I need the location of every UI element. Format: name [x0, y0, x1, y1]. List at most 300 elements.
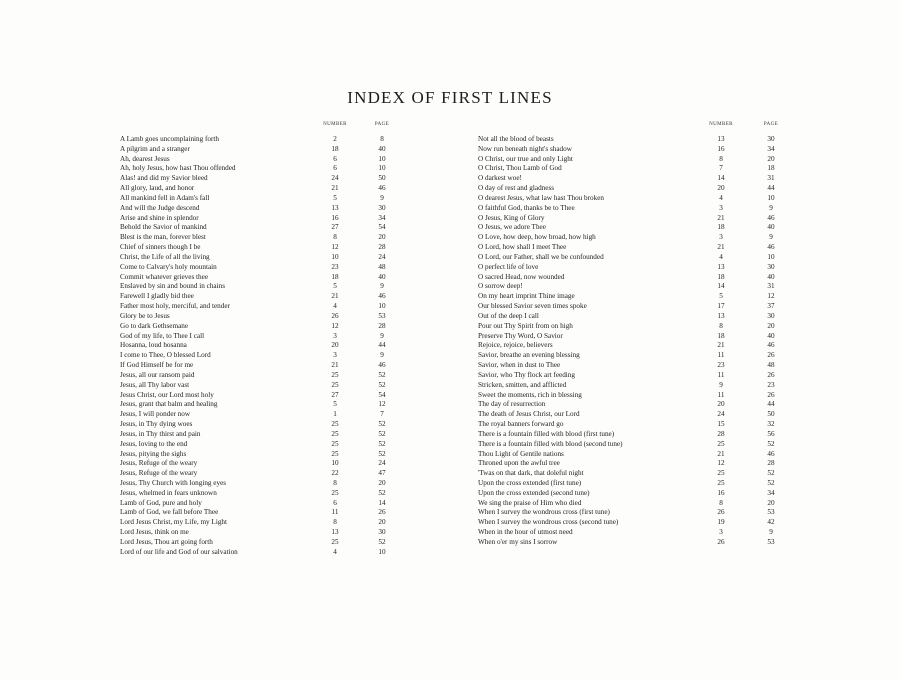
hymn-number: 11 [331, 508, 339, 517]
page-number: 40 [767, 272, 775, 281]
hymn-number: 11 [717, 390, 725, 399]
index-entry [120, 223, 404, 233]
column-header [120, 122, 404, 135]
page-number: 46 [378, 184, 386, 193]
hymn-number: 25 [331, 380, 339, 389]
hymn-number: 16 [717, 488, 725, 497]
index-entry [478, 194, 790, 204]
index-entry [120, 292, 404, 302]
hymn-number: 5 [333, 282, 337, 291]
first-line-text: We sing the praise of Him who died [478, 498, 582, 507]
hymn-number: 18 [331, 144, 339, 153]
page-number: 10 [378, 154, 386, 163]
hymn-number: 5 [719, 292, 723, 301]
hymn-number: 8 [333, 478, 337, 487]
hymn-number: 25 [331, 449, 339, 458]
index-entry [478, 371, 790, 381]
page-number: 7 [380, 410, 384, 419]
index-entry [120, 135, 404, 145]
index-entry [478, 381, 790, 391]
index-entry [478, 282, 790, 292]
hymn-number: 9 [719, 380, 723, 389]
page-number: 20 [378, 233, 386, 242]
page-number: 52 [378, 449, 386, 458]
page-number: 10 [767, 252, 775, 261]
first-line-text: When in the hour of utmost need [478, 528, 573, 537]
page-number: 12 [767, 292, 775, 301]
first-line-text: O Lord, how shall I meet Thee [478, 243, 567, 252]
index-entry [120, 312, 404, 322]
hymn-number: 10 [331, 459, 339, 468]
first-line-text: Lamb of God, we fall before Thee [120, 508, 219, 517]
index-entry [478, 263, 790, 273]
index-entry [478, 164, 790, 174]
index-entry [120, 450, 404, 460]
hymn-number: 20 [717, 400, 725, 409]
page-number: 8 [380, 135, 384, 143]
index-entry [120, 371, 404, 381]
index-entry [478, 450, 790, 460]
index-entry [478, 459, 790, 469]
index-entry [478, 322, 790, 332]
index-entry [120, 184, 404, 194]
first-line-text: All glory, laud, and honor [120, 184, 195, 193]
index-entry [478, 332, 790, 342]
page-header: PAGE [763, 122, 779, 127]
page-number: 28 [378, 243, 386, 252]
hymn-number: 10 [331, 252, 339, 261]
index-entry [120, 155, 404, 165]
first-line-text: O Christ, our true and only Light [478, 154, 573, 163]
page-number: 52 [378, 439, 386, 448]
hymn-number: 25 [331, 537, 339, 546]
index-entry [478, 518, 790, 528]
page-number: 37 [767, 302, 775, 311]
page-number: 53 [767, 508, 775, 517]
hymn-number: 18 [717, 331, 725, 340]
index-entry [120, 214, 404, 224]
index-entry [478, 508, 790, 518]
first-line-text: Jesus, all Thy labor vast [120, 380, 190, 389]
page-number: 34 [378, 213, 386, 222]
index-entry [120, 479, 404, 489]
hymn-number: 12 [331, 321, 339, 330]
first-line-text: Savior, who Thy flock art feeding [478, 370, 575, 379]
page-number: 53 [378, 311, 386, 320]
first-line-text: O faithful God, thanks be to Thee [478, 203, 575, 212]
hymn-number: 28 [717, 429, 725, 438]
first-line-text: There is a fountain filled with blood (second tune) [478, 439, 623, 448]
hymn-number: 27 [331, 223, 339, 232]
first-line-text: When o'er my sins I sorrow [478, 537, 558, 546]
index-entry [120, 341, 404, 351]
first-line-text: Alas! and did my Savior bleed [120, 174, 208, 183]
hymn-number: 21 [717, 341, 725, 350]
hymn-number: 21 [717, 449, 725, 458]
page-number: 40 [378, 272, 386, 281]
page-number: 20 [378, 518, 386, 527]
page-number: 20 [767, 154, 775, 163]
page-number: 14 [378, 498, 386, 507]
index-entry [478, 174, 790, 184]
index-entry [120, 253, 404, 263]
page-number: 10 [378, 302, 386, 311]
index-entry [478, 538, 790, 548]
page-number: 52 [767, 478, 775, 487]
index-entry [120, 322, 404, 332]
page-number: 34 [767, 144, 775, 153]
index-entry [478, 400, 790, 410]
first-line-text: O day of rest and gladness [478, 184, 555, 193]
page-number: 40 [378, 144, 386, 153]
hymn-number: 8 [333, 233, 337, 242]
hymn-number: 21 [331, 184, 339, 193]
first-line-text: Not all the blood of beasts [478, 135, 554, 143]
page-number: 28 [378, 321, 386, 330]
index-entry [478, 302, 790, 312]
page-number: 24 [378, 459, 386, 468]
page-number: 12 [378, 400, 386, 409]
index-entry [120, 282, 404, 292]
hymn-number: 13 [717, 135, 725, 143]
page-number: 52 [378, 420, 386, 429]
index-entry [478, 469, 790, 479]
hymn-number: 25 [331, 370, 339, 379]
hymn-number: 25 [331, 488, 339, 497]
first-line-text: Ah, holy Jesus, how hast Thou offended [120, 164, 236, 173]
first-line-text: Lord Jesus Christ, my Life, my Light [120, 518, 228, 527]
hymn-number: 4 [719, 252, 723, 261]
number-header: NUMBER [709, 122, 733, 127]
first-line-text: Come to Calvary's holy mountain [120, 262, 217, 271]
hymn-number: 11 [717, 351, 725, 360]
index-entry [120, 194, 404, 204]
page-number: 26 [767, 390, 775, 399]
page-number: 54 [378, 390, 386, 399]
index-entry [478, 204, 790, 214]
page-number: 47 [378, 469, 386, 478]
hymn-number: 20 [717, 184, 725, 193]
first-line-text: When I survey the wondrous cross (first tune) [478, 508, 610, 517]
index-entry [478, 489, 790, 499]
index-entry [120, 233, 404, 243]
hymn-number: 25 [717, 439, 725, 448]
first-line-text: O Christ, Thou Lamb of God [478, 164, 562, 173]
first-line-text: All mankind fell in Adam's fall [120, 193, 210, 202]
page-number: 10 [378, 547, 386, 556]
first-line-text: Stricken, smitten, and afflicted [478, 380, 567, 389]
index-entry [478, 528, 790, 538]
first-line-text: Jesus, whelmed in fears unknown [120, 488, 217, 497]
hymn-number: 12 [331, 243, 339, 252]
index-entry [478, 430, 790, 440]
first-line-text: Jesus, Refuge of the weary [120, 459, 198, 468]
index-entry [478, 361, 790, 371]
index-entry [120, 548, 404, 558]
first-line-text: 'Twas on that dark, that doleful night [478, 469, 584, 478]
index-entry [120, 164, 404, 174]
hymn-number: 23 [331, 262, 339, 271]
first-line-text: Throned upon the awful tree [478, 459, 560, 468]
index-entry [120, 361, 404, 371]
hymn-number: 25 [331, 439, 339, 448]
hymn-number: 19 [717, 518, 725, 527]
hymn-number: 5 [333, 193, 337, 202]
page-number: 26 [378, 508, 386, 517]
hymn-number: 6 [333, 498, 337, 507]
first-line-text: Rejoice, rejoice, believers [478, 341, 553, 350]
index-entry [478, 184, 790, 194]
page-number: 20 [378, 478, 386, 487]
index-entry [478, 214, 790, 224]
first-line-text: Lord Jesus, think on me [120, 528, 189, 537]
hymn-number: 25 [331, 420, 339, 429]
first-line-text: The royal banners forward go [478, 420, 564, 429]
index-entry [120, 174, 404, 184]
hymn-number: 17 [717, 302, 725, 311]
index-entry [120, 391, 404, 401]
page-number: 44 [378, 341, 386, 350]
page-number: 9 [380, 282, 384, 291]
index-entry [120, 430, 404, 440]
first-line-text: Jesus, in Thy dying woes [120, 420, 193, 429]
index-entry [478, 233, 790, 243]
hymn-number: 8 [719, 321, 723, 330]
page-number: 46 [767, 243, 775, 252]
hymn-number: 24 [717, 410, 725, 419]
index-entry [478, 273, 790, 283]
page-number: 44 [767, 184, 775, 193]
first-line-text: Hosanna, loud hosanna [120, 341, 187, 350]
hymn-number: 21 [717, 243, 725, 252]
page-number: 52 [767, 439, 775, 448]
page-number: 10 [767, 193, 775, 202]
hymn-number: 25 [717, 469, 725, 478]
index-entry [478, 155, 790, 165]
first-line-text: Savior, breathe an evening blessing [478, 351, 580, 360]
page-number: 48 [378, 262, 386, 271]
index-entry [478, 499, 790, 509]
page-number: 30 [767, 135, 775, 143]
hymn-number: 18 [331, 272, 339, 281]
index-entry [120, 420, 404, 430]
first-line-text: O Lord, our Father, shall we be confounded [478, 252, 604, 261]
index-list-right [478, 135, 790, 548]
first-line-text: There is a fountain filled with blood (first tune) [478, 429, 615, 438]
hymn-number: 14 [717, 174, 725, 183]
hymn-number: 13 [717, 311, 725, 320]
page-number: 50 [378, 174, 386, 183]
hymn-number: 6 [333, 154, 337, 163]
hymn-number: 11 [717, 370, 725, 379]
hymn-number: 8 [333, 518, 337, 527]
hymn-number: 7 [719, 164, 723, 173]
first-line-text: Jesus, loving to the end [120, 439, 188, 448]
index-entry [120, 469, 404, 479]
page-number: 56 [767, 429, 775, 438]
page-number: 32 [767, 420, 775, 429]
first-line-text: Thou Light of Gentile nations [478, 449, 564, 458]
index-entry [120, 489, 404, 499]
index-entry [120, 381, 404, 391]
hymn-number: 8 [719, 498, 723, 507]
index-entry [478, 292, 790, 302]
column-header [478, 122, 790, 135]
first-line-text: Preserve Thy Word, O Savior [478, 331, 563, 340]
index-list-left [120, 135, 404, 558]
index-entry [478, 135, 790, 145]
page-number: 52 [378, 537, 386, 546]
hymn-number: 13 [331, 528, 339, 537]
page-number: 42 [767, 518, 775, 527]
hymn-number: 3 [719, 528, 723, 537]
first-line-text: Lamb of God, pure and holy [120, 498, 202, 507]
first-line-text: Jesus, in Thy thirst and pain [120, 429, 201, 438]
hymn-number: 18 [717, 223, 725, 232]
hymn-number: 26 [717, 508, 725, 517]
hymn-number: 16 [717, 144, 725, 153]
first-line-text: Jesus, all our ransom paid [120, 370, 195, 379]
index-entry [120, 243, 404, 253]
index-entry [478, 351, 790, 361]
page-number: 24 [378, 252, 386, 261]
page-number: 9 [380, 331, 384, 340]
page-number: 48 [767, 361, 775, 370]
first-line-text: Jesus, pitying the sighs [120, 449, 187, 458]
page-number: 52 [378, 429, 386, 438]
first-line-text: Father most holy, merciful, and tender [120, 302, 230, 311]
index-entry [478, 253, 790, 263]
page-number: 53 [767, 537, 775, 546]
number-header: NUMBER [323, 122, 347, 127]
page-number: 9 [380, 351, 384, 360]
page-number: 9 [769, 203, 773, 212]
first-line-text: I come to Thee, O blessed Lord [120, 351, 211, 360]
first-line-text: O sacred Head, now wounded [478, 272, 565, 281]
page-number: 30 [767, 311, 775, 320]
hymn-number: 8 [719, 154, 723, 163]
page-number: 34 [767, 488, 775, 497]
hymn-number: 27 [331, 390, 339, 399]
hymn-number: 25 [717, 478, 725, 487]
page-number: 26 [767, 351, 775, 360]
index-entry [478, 391, 790, 401]
first-line-text: The death of Jesus Christ, our Lord [478, 410, 580, 419]
hymn-number: 18 [717, 272, 725, 281]
index-entry [120, 538, 404, 548]
index-entry [120, 508, 404, 518]
first-line-text: And will the Judge descend [120, 203, 200, 212]
page-number: 46 [378, 361, 386, 370]
first-line-text: O Love, how deep, how broad, how high [478, 233, 596, 242]
first-line-text: O Jesus, King of Glory [478, 213, 545, 222]
hymn-number: 6 [333, 164, 337, 173]
hymn-number: 3 [333, 351, 337, 360]
first-line-text: O darkest woe! [478, 174, 522, 183]
page-number: 40 [767, 223, 775, 232]
first-line-text: Pour out Thy Spirit from on high [478, 321, 573, 330]
first-line-text: Behold the Savior of mankind [120, 223, 207, 232]
page-number: 52 [378, 370, 386, 379]
first-line-text: Ah, dearest Jesus [120, 154, 170, 163]
first-line-text: Lord Jesus, Thou art going forth [120, 537, 213, 546]
page-number: 31 [767, 282, 775, 291]
first-line-text: God of my life, to Thee I call [120, 331, 205, 340]
hymn-number: 21 [331, 361, 339, 370]
first-line-text: O perfect life of love [478, 262, 539, 271]
first-line-text: Jesus, I will ponder now [120, 410, 191, 419]
page-number: 18 [767, 164, 775, 173]
hymn-number: 3 [333, 331, 337, 340]
first-line-text: Jesus, grant that balm and healing [120, 400, 218, 409]
page-number: 46 [378, 292, 386, 301]
page-number: 28 [767, 459, 775, 468]
index-column-left [120, 122, 404, 558]
index-entry [120, 351, 404, 361]
index-entry [120, 273, 404, 283]
hymn-number: 14 [717, 282, 725, 291]
page-number: 9 [769, 233, 773, 242]
first-line-text: Out of the deep I call [478, 311, 539, 320]
page-number: 52 [378, 380, 386, 389]
index-entry [478, 243, 790, 253]
first-line-text: Go to dark Gethsemane [120, 321, 189, 330]
page-number: 30 [767, 262, 775, 271]
hymn-number: 3 [719, 233, 723, 242]
index-entry [478, 341, 790, 351]
first-line-text: O Jesus, we adore Thee [478, 223, 546, 232]
index-entry [120, 400, 404, 410]
index-entry [478, 223, 790, 233]
first-line-text: Upon the cross extended (first tune) [478, 478, 582, 487]
first-line-text: O dearest Jesus, what law hast Thou broken [478, 193, 605, 202]
first-line-text: Our blessed Savior seven times spoke [478, 302, 587, 311]
index-entry [478, 312, 790, 322]
index-entry [120, 145, 404, 155]
page-number: 46 [767, 341, 775, 350]
hymn-number: 1 [333, 410, 337, 419]
page-number: 46 [767, 213, 775, 222]
first-line-text: Upon the cross extended (second tune) [478, 488, 590, 497]
hymn-number: 15 [717, 420, 725, 429]
first-line-text: O sorrow deep! [478, 282, 523, 291]
page-number: 54 [378, 223, 386, 232]
page-header: PAGE [374, 122, 390, 127]
first-line-text: Christ, the Life of all the living [120, 252, 210, 261]
page-number: 52 [378, 488, 386, 497]
first-line-text: Commit whatever grieves thee [120, 272, 209, 281]
index-entry [120, 518, 404, 528]
hymn-number: 4 [719, 193, 723, 202]
first-line-text: Now run beneath night's shadow [478, 144, 572, 153]
index-entry [120, 332, 404, 342]
hymn-number: 25 [331, 429, 339, 438]
index-entry [120, 263, 404, 273]
index-entry [478, 479, 790, 489]
hymn-number: 22 [331, 469, 339, 478]
index-entry [120, 410, 404, 420]
first-line-text: Arise and shine in splendor [120, 213, 199, 222]
first-line-text: If God Himself be for me [120, 361, 194, 370]
page-number: 20 [767, 321, 775, 330]
page-number: 9 [769, 528, 773, 537]
page-number: 46 [767, 449, 775, 458]
page-number: 9 [380, 193, 384, 202]
first-line-text: The day of resurrection [478, 400, 546, 409]
hymn-number: 21 [331, 292, 339, 301]
first-line-text: When I survey the wondrous cross (second tune) [478, 518, 619, 527]
hymn-number: 5 [333, 400, 337, 409]
